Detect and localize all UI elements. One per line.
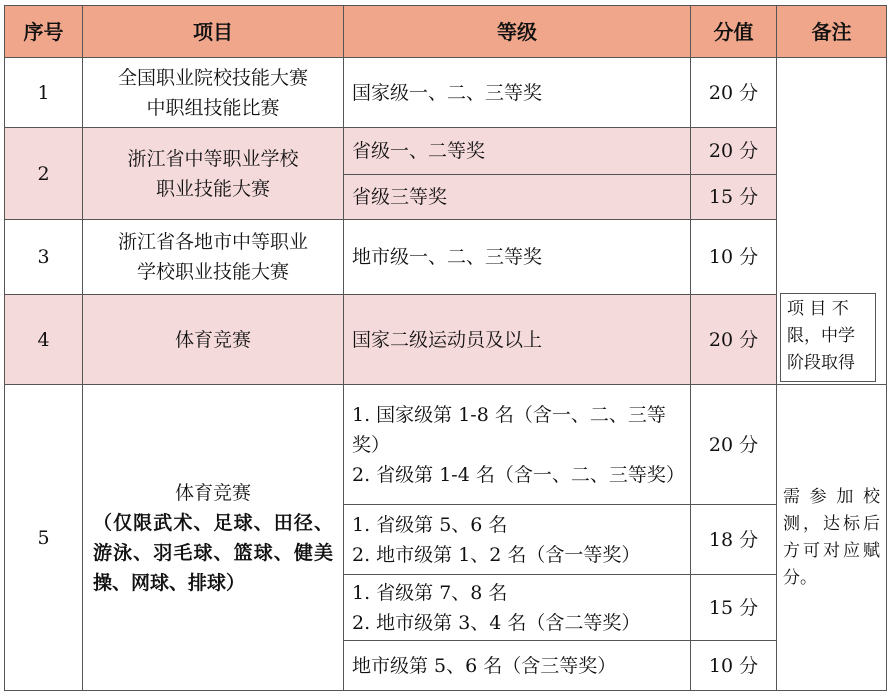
row-score: 20 分 xyxy=(691,385,777,505)
row-no: 5 xyxy=(5,385,83,691)
header-level: 等级 xyxy=(344,6,691,58)
row-score: 15 分 xyxy=(691,175,777,220)
awards-table xyxy=(4,5,887,691)
row-item: 浙江省中等职业学校 职业技能大赛 xyxy=(83,128,344,220)
row-score: 15 分 xyxy=(691,575,777,641)
row-no: 2 xyxy=(5,128,83,220)
table-row xyxy=(5,295,887,385)
row-score: 20 分 xyxy=(691,295,777,385)
row-item: 全国职业院校技能大赛 中职组技能比赛 xyxy=(83,58,344,128)
table-row xyxy=(5,58,887,128)
row-score: 10 分 xyxy=(691,220,777,295)
row-4-remark xyxy=(780,293,876,382)
row-score: 18 分 xyxy=(691,505,777,575)
row-score: 20 分 xyxy=(691,128,777,175)
header-remark: 备注 xyxy=(777,6,887,58)
header-item: 项目 xyxy=(83,6,344,58)
table-row xyxy=(5,385,887,505)
row-level: 国家二级运动员及以上 xyxy=(344,295,691,385)
row-level: 省级三等奖 xyxy=(344,175,691,220)
row-level: 1. 省级第 7、8 名 2. 地市级第 3、4 名（含二等奖） xyxy=(344,575,691,641)
row-level: 地市级一、二、三等奖 xyxy=(344,220,691,295)
row-score: 20 分 xyxy=(691,58,777,128)
header-no: 序号 xyxy=(5,6,83,58)
row-level: 国家级一、二、三等奖 xyxy=(344,58,691,128)
header-row xyxy=(5,6,887,58)
row-level: 1. 省级第 5、6 名 2. 地市级第 1、2 名（含一等奖） xyxy=(344,505,691,575)
row-item: 体育竞赛 xyxy=(83,295,344,385)
row-level: 省级一、二等奖 xyxy=(344,128,691,175)
header-score: 分值 xyxy=(691,6,777,58)
row-no: 3 xyxy=(5,220,83,295)
row-no: 1 xyxy=(5,58,83,128)
table-row xyxy=(5,220,887,295)
row-remark: 需参加校测，达标后方可对应赋分。 xyxy=(777,385,887,691)
row-item-cell xyxy=(83,385,344,691)
row-no: 4 xyxy=(5,295,83,385)
table-row xyxy=(5,128,887,175)
row-item-sub: （仅限武术、足球、田径、游泳、羽毛球、篮球、健美操、网球、排球） xyxy=(93,511,333,594)
row-level: 1. 国家级第 1-8 名（含一、二、三等奖） 2. 省级第 1-4 名（含一、二、三等奖） xyxy=(344,385,691,505)
row-remark: 项 目 不 限，中学 阶段取得 xyxy=(787,299,855,373)
row-item: 浙江省各地市中等职业 学校职业技能大赛 xyxy=(83,220,344,295)
row-score: 10 分 xyxy=(691,641,777,691)
row-level: 地市级第 5、6 名（含三等奖） xyxy=(344,641,691,691)
row-item: 体育竞赛 xyxy=(174,481,251,504)
